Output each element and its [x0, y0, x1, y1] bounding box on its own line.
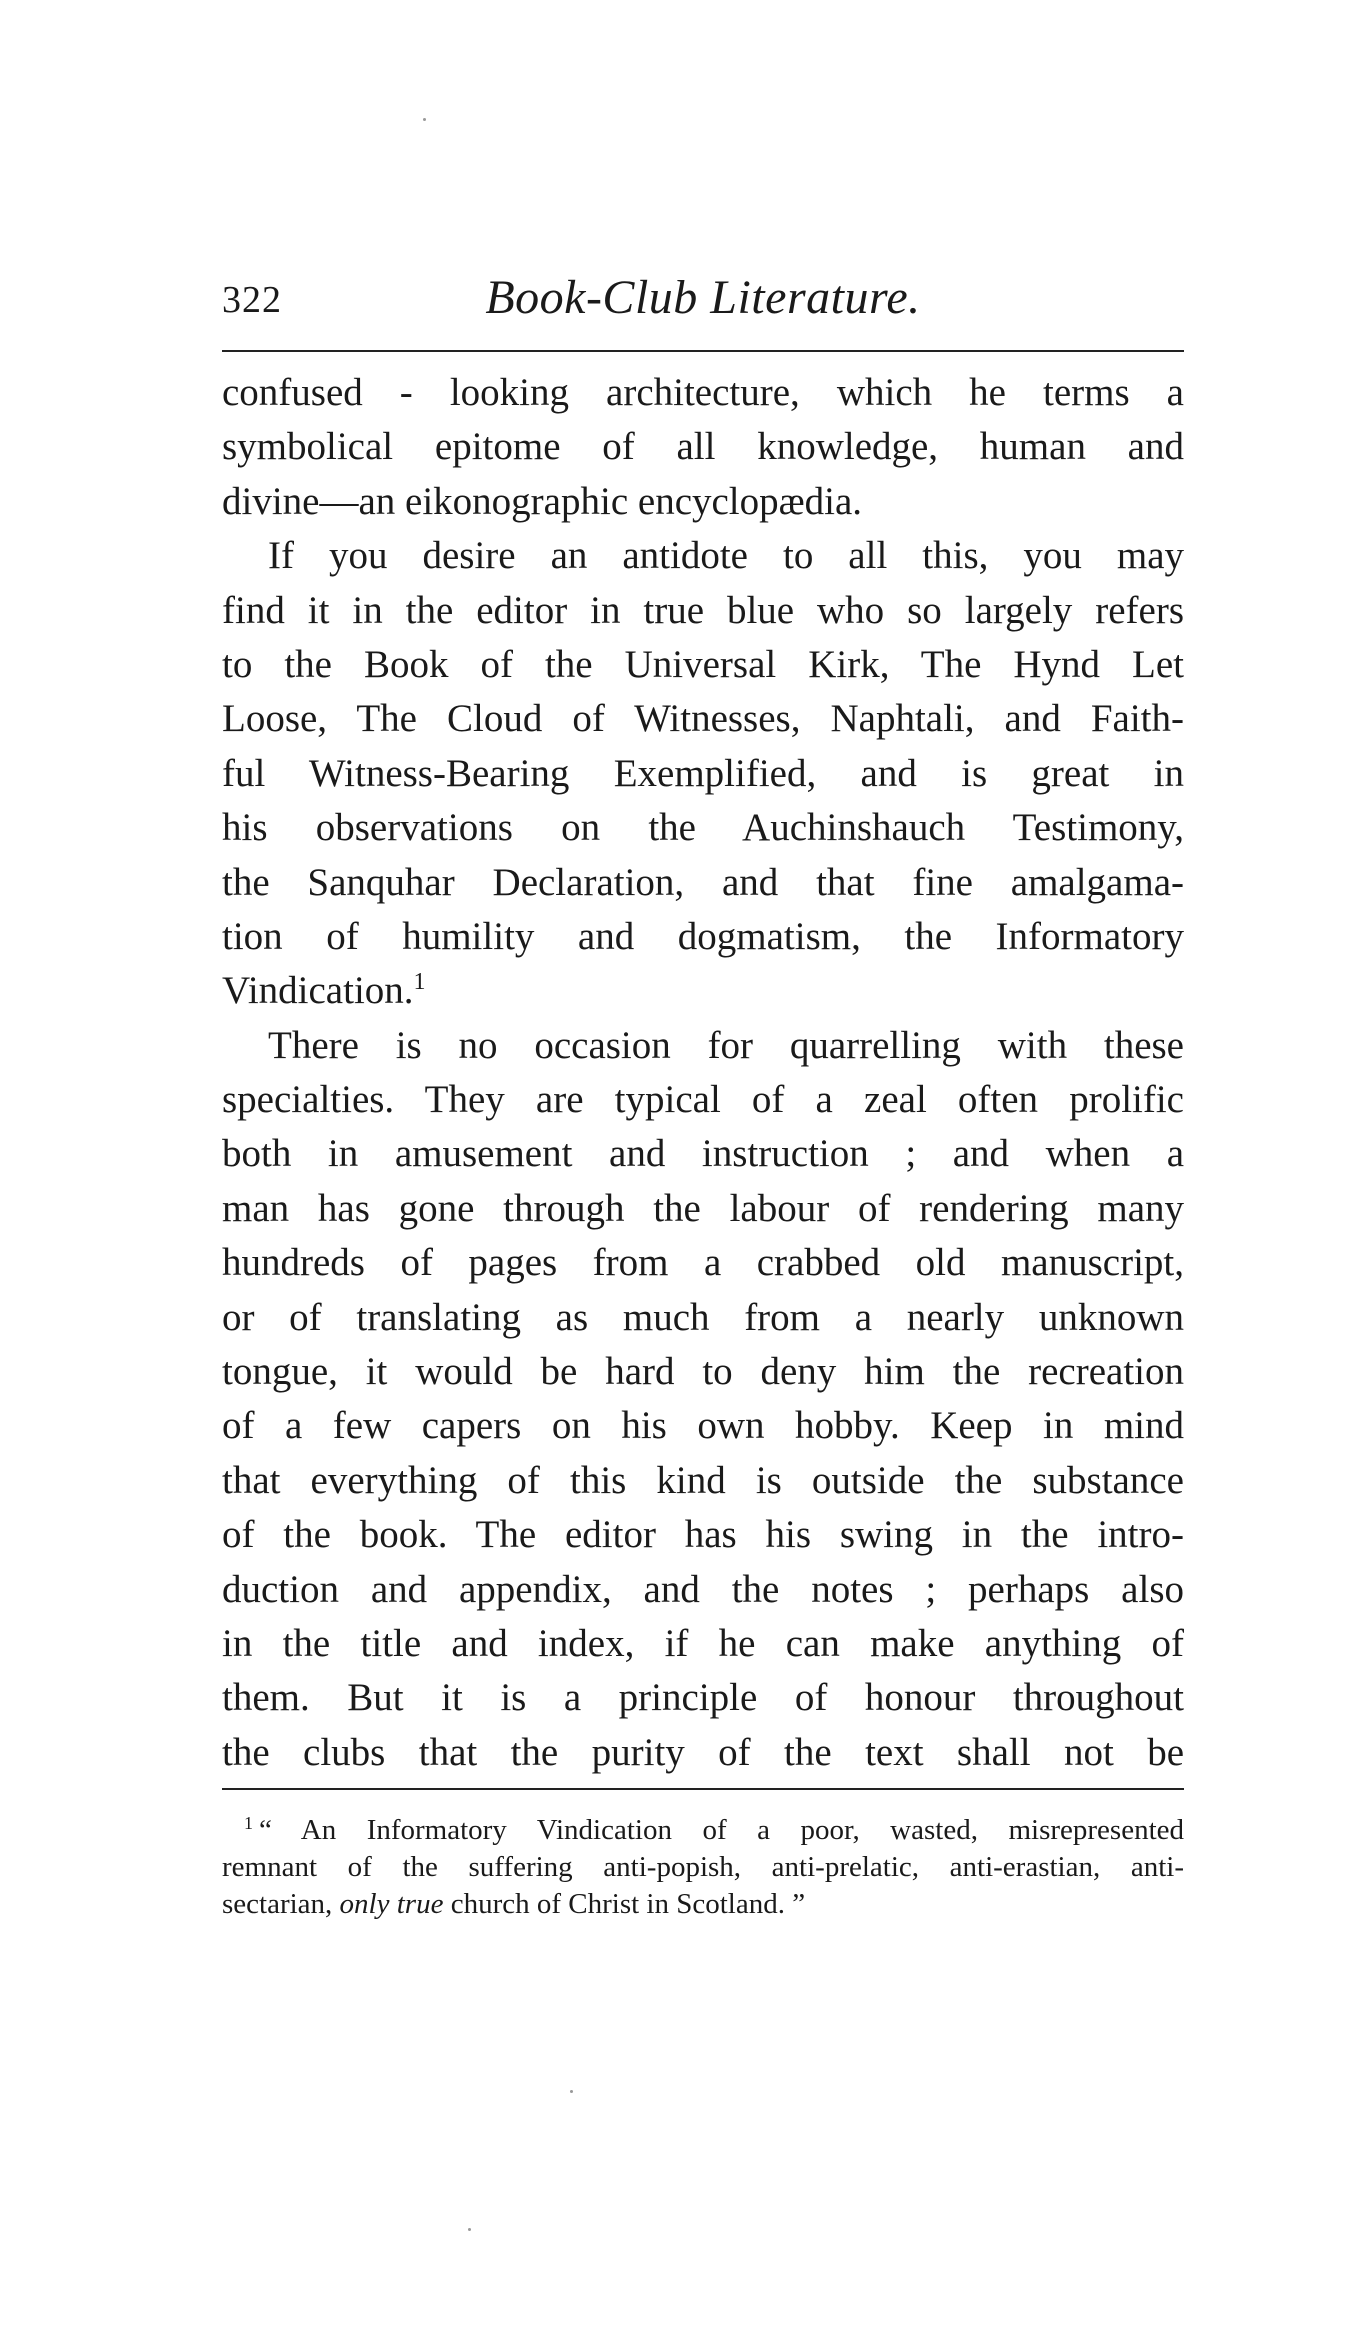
text-line: the clubs that the purity of the text shall not be — [222, 1730, 1184, 1774]
text-line: his observations on the Auchinshauch Testimony, — [222, 806, 1184, 850]
footnote-text: sectarian, — [222, 1888, 340, 1921]
text-line: hundreds of pages from a crabbed old manuscript, — [222, 1241, 1184, 1285]
text-line: confused - looking architecture, which he terms a — [222, 371, 1184, 414]
footnote-text: “ An Informatory Vindication of a poor, wasted, misrepresented — [259, 1814, 1184, 1847]
text-line: of a few capers on his own hobby. Keep in mind — [222, 1404, 1184, 1448]
text-line: man has gone through the labour of rendering many — [222, 1186, 1184, 1230]
footnote — [222, 1812, 1184, 1923]
text-line: Loose, The Cloud of Witnesses, Naphtali, and Faith- — [222, 697, 1184, 741]
header-rule — [222, 350, 1184, 352]
footnote-marker: 1 — [244, 1813, 253, 1834]
text-line: both in amusement and instruction ; and when a — [222, 1132, 1184, 1176]
text-line: or of translating as much from a nearly unknown — [222, 1295, 1184, 1339]
text-line: find it in the editor in true blue who so largely refers — [222, 588, 1184, 632]
text-line: specialties. They are typical of a zeal often prolific — [222, 1078, 1184, 1122]
text-line: in the title and index, if he can make anything of — [222, 1621, 1184, 1665]
text-line: that everything of this kind is outside the substance — [222, 1458, 1184, 1502]
text-line: duction and appendix, and the notes ; perhaps also — [222, 1567, 1184, 1611]
text-line: symbolical epitome of all knowledge, human and — [222, 425, 1184, 469]
paper-speck — [423, 118, 426, 121]
text-line: them. But it is a principle of honour throughout — [222, 1676, 1184, 1720]
footnote-reference[interactable]: 1 — [413, 969, 426, 996]
book-page — [222, 270, 1184, 1923]
text-line: ful Witness-Bearing Exemplified, and is great in — [222, 751, 1184, 795]
line-text: Vindication. — [222, 969, 414, 1013]
footnote-italic-text: only true — [339, 1888, 444, 1921]
text-line: to the Book of the Universal Kirk, The Hynd Let — [222, 642, 1184, 686]
paper-speck — [570, 2090, 573, 2093]
footnote-line: remnant of the suffering anti-popish, anti-prelatic, anti-erastian, anti- — [222, 1851, 1184, 1884]
page-number: 322 — [222, 279, 282, 321]
footnote-rule — [222, 1788, 1184, 1790]
running-head — [222, 270, 1184, 332]
footnote-line — [222, 1812, 1184, 1849]
footnote-line — [222, 1886, 1184, 1923]
text-line — [222, 964, 1184, 1018]
text-line: of the book. The editor has his swing in the intro- — [222, 1513, 1184, 1557]
text-line: tion of humility and dogmatism, the Informatory — [222, 914, 1184, 958]
paper-speck — [468, 2228, 471, 2231]
text-line: divine—an eikonographic encyclopædia. — [222, 479, 863, 523]
running-title: Book-Club Literature. — [485, 271, 921, 324]
text-line: tongue, it would be hard to deny him the recreation — [222, 1350, 1184, 1394]
body-text — [222, 366, 1184, 1780]
text-line: the Sanquhar Declaration, and that fine amalgama- — [222, 860, 1184, 904]
paragraph-start-line: There is no occasion for quarrelling with these — [268, 1023, 1184, 1067]
footnote-text: church of Christ in Scotland. ” — [443, 1888, 806, 1921]
paragraph-start-line: If you desire an antidote to all this, you may — [268, 534, 1184, 578]
